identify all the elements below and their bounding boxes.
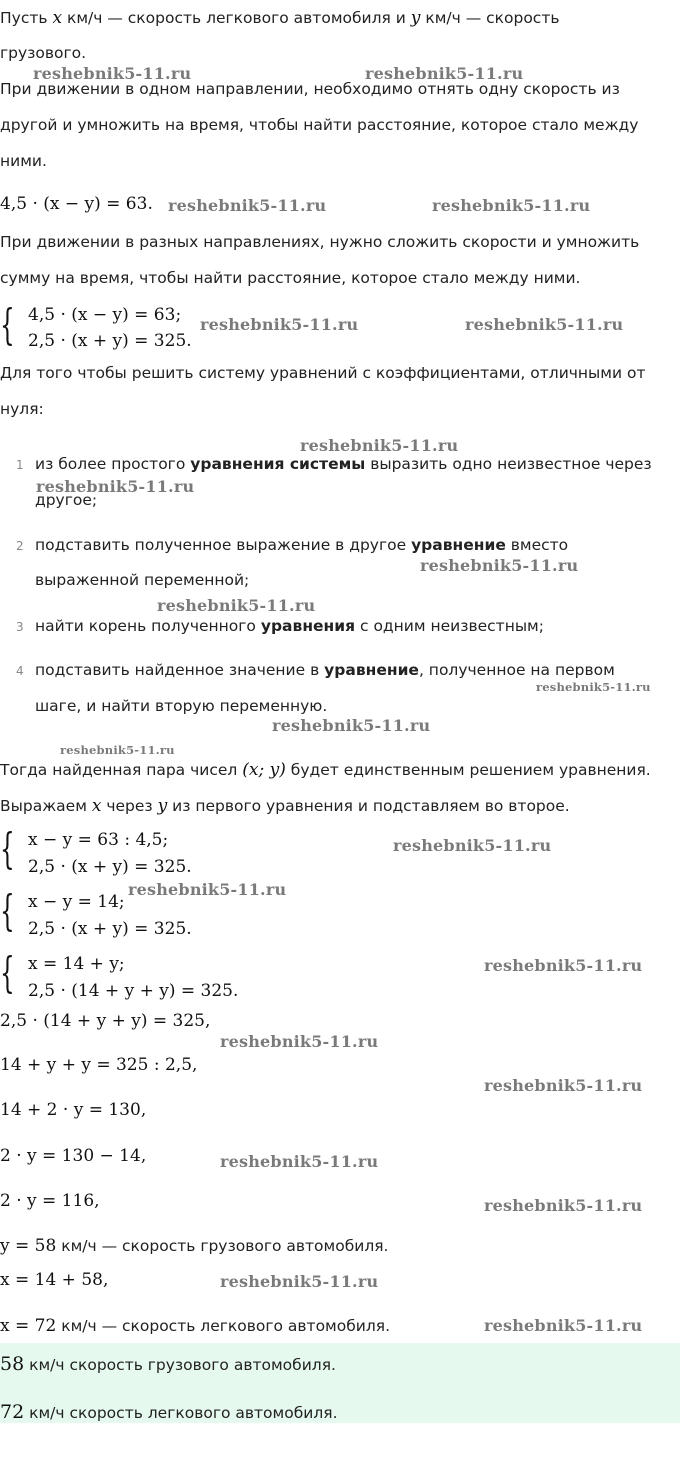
result-x-calc: x = 14 + 58, [0, 1270, 109, 1290]
system-3-brace: { [0, 886, 15, 935]
watermark: reshebnik5-11.ru [484, 956, 643, 975]
result-x: x = 72 км/ч — скорость легкового автомобиля. [0, 1316, 391, 1336]
watermark: reshebnik5-11.ru [33, 64, 192, 83]
watermark: reshebnik5-11.ru [36, 477, 195, 496]
system-3-row-2: 2,5 · (x + y) = 325. [28, 919, 192, 939]
watermark: reshebnik5-11.ru [300, 436, 459, 455]
step-number: 2 [16, 539, 24, 553]
watermark: reshebnik5-11.ru [128, 880, 287, 899]
solution-line-2: 14 + y + y = 325 : 2,5, [0, 1055, 198, 1075]
intro-line-1: Пусть x км/ч — скорость легкового автомобиля и y км/ч — скорость [0, 8, 560, 28]
watermark: reshebnik5-11.ru [220, 1032, 379, 1051]
solution-line-5: 2 · y = 116, [0, 1191, 100, 1211]
para2-line-2: сумму на время, чтобы найти расстояние, которое стало между ними. [0, 269, 581, 287]
watermark: reshebnik5-11.ru [393, 836, 552, 855]
watermark: reshebnik5-11.ru [220, 1272, 379, 1291]
system-1-row-2: 2,5 · (x + y) = 325. [28, 331, 192, 351]
solution-line-3: 14 + 2 · y = 130, [0, 1100, 147, 1120]
step-4-line-1: подставить найденное значение в уравнение, полученное на первом [35, 661, 615, 679]
watermark: reshebnik5-11.ru [157, 596, 316, 615]
step-number: 4 [16, 664, 24, 678]
system-4-brace: { [0, 948, 15, 997]
watermark: reshebnik5-11.ru [365, 64, 524, 83]
para5: Выражаем x через y из первого уравнения и подставляем во второе. [0, 796, 570, 816]
watermark: reshebnik5-11.ru [420, 556, 579, 575]
system-2-row-2: 2,5 · (x + y) = 325. [28, 857, 192, 877]
watermark: reshebnik5-11.ru [432, 196, 591, 215]
para3-line-1: Для того чтобы решить систему уравнений с коэффициентами, отличными от [0, 364, 646, 382]
step-1-line-1: из более простого уравнения системы выразить одно неизвестное через [35, 455, 652, 473]
watermark: reshebnik5-11.ru [200, 315, 359, 334]
para4: Тогда найденная пара чисел (x; y) будет единственным решением уравнения. [0, 760, 651, 780]
system-2-brace: { [0, 824, 15, 873]
solution-line-4: 2 · y = 130 − 14, [0, 1146, 147, 1166]
watermark: reshebnik5-11.ru [272, 716, 431, 735]
step-number: 3 [16, 620, 24, 634]
para1-line-3: ними. [0, 152, 47, 170]
intro-line-2: грузового. [0, 44, 87, 62]
watermark: reshebnik5-11.ru [465, 315, 624, 334]
watermark: reshebnik5-11.ru [220, 1152, 379, 1171]
step-1-line-2: другое; [35, 491, 98, 509]
watermark: reshebnik5-11.ru [168, 196, 327, 215]
para1-line-1: При движении в одном направлении, необходимо отнять одну скорость из [0, 80, 620, 98]
system-1-brace: { [0, 300, 15, 349]
result-y: y = 58 км/ч — скорость грузового автомобиля. [0, 1236, 389, 1256]
system-4-row-1: x = 14 + y; [28, 954, 125, 974]
step-3-line-1: найти корень полученного уравнения с одним неизвестным; [35, 617, 544, 635]
watermark: reshebnik5-11.ru [484, 1076, 643, 1095]
equation-1: 4,5 · (x − y) = 63. [0, 194, 153, 214]
step-2-line-1: подставить полученное выражение в другое уравнение вместо [35, 536, 569, 554]
step-number: 1 [16, 458, 24, 472]
step-4-line-2: шаге, и найти вторую переменную. [35, 697, 328, 715]
system-4-row-2: 2,5 · (14 + y + y) = 325. [28, 981, 239, 1001]
watermark: reshebnik5-11.ru [484, 1316, 643, 1335]
solution-line-1: 2,5 · (14 + y + y) = 325, [0, 1011, 211, 1031]
system-3-row-1: x − y = 14; [28, 892, 125, 912]
answer-line-2: 72 км/ч скорость легкового автомобиля. [0, 1401, 338, 1423]
watermark: reshebnik5-11.ru [536, 680, 651, 694]
para3-line-2: нуля: [0, 400, 44, 418]
answer-line-1: 58 км/ч скорость грузового автомобиля. [0, 1353, 336, 1375]
system-1-row-1: 4,5 · (x − y) = 63; [28, 305, 182, 325]
para1-line-2: другой и умножить на время, чтобы найти расстояние, которое стало между [0, 116, 639, 134]
para2-line-1: При движении в разных направлениях, нужно сложить скорости и умножить [0, 233, 640, 251]
watermark: reshebnik5-11.ru [484, 1196, 643, 1215]
step-2-line-2: выраженной переменной; [35, 571, 250, 589]
system-2-row-1: x − y = 63 : 4,5; [28, 830, 169, 850]
watermark: reshebnik5-11.ru [60, 743, 175, 757]
